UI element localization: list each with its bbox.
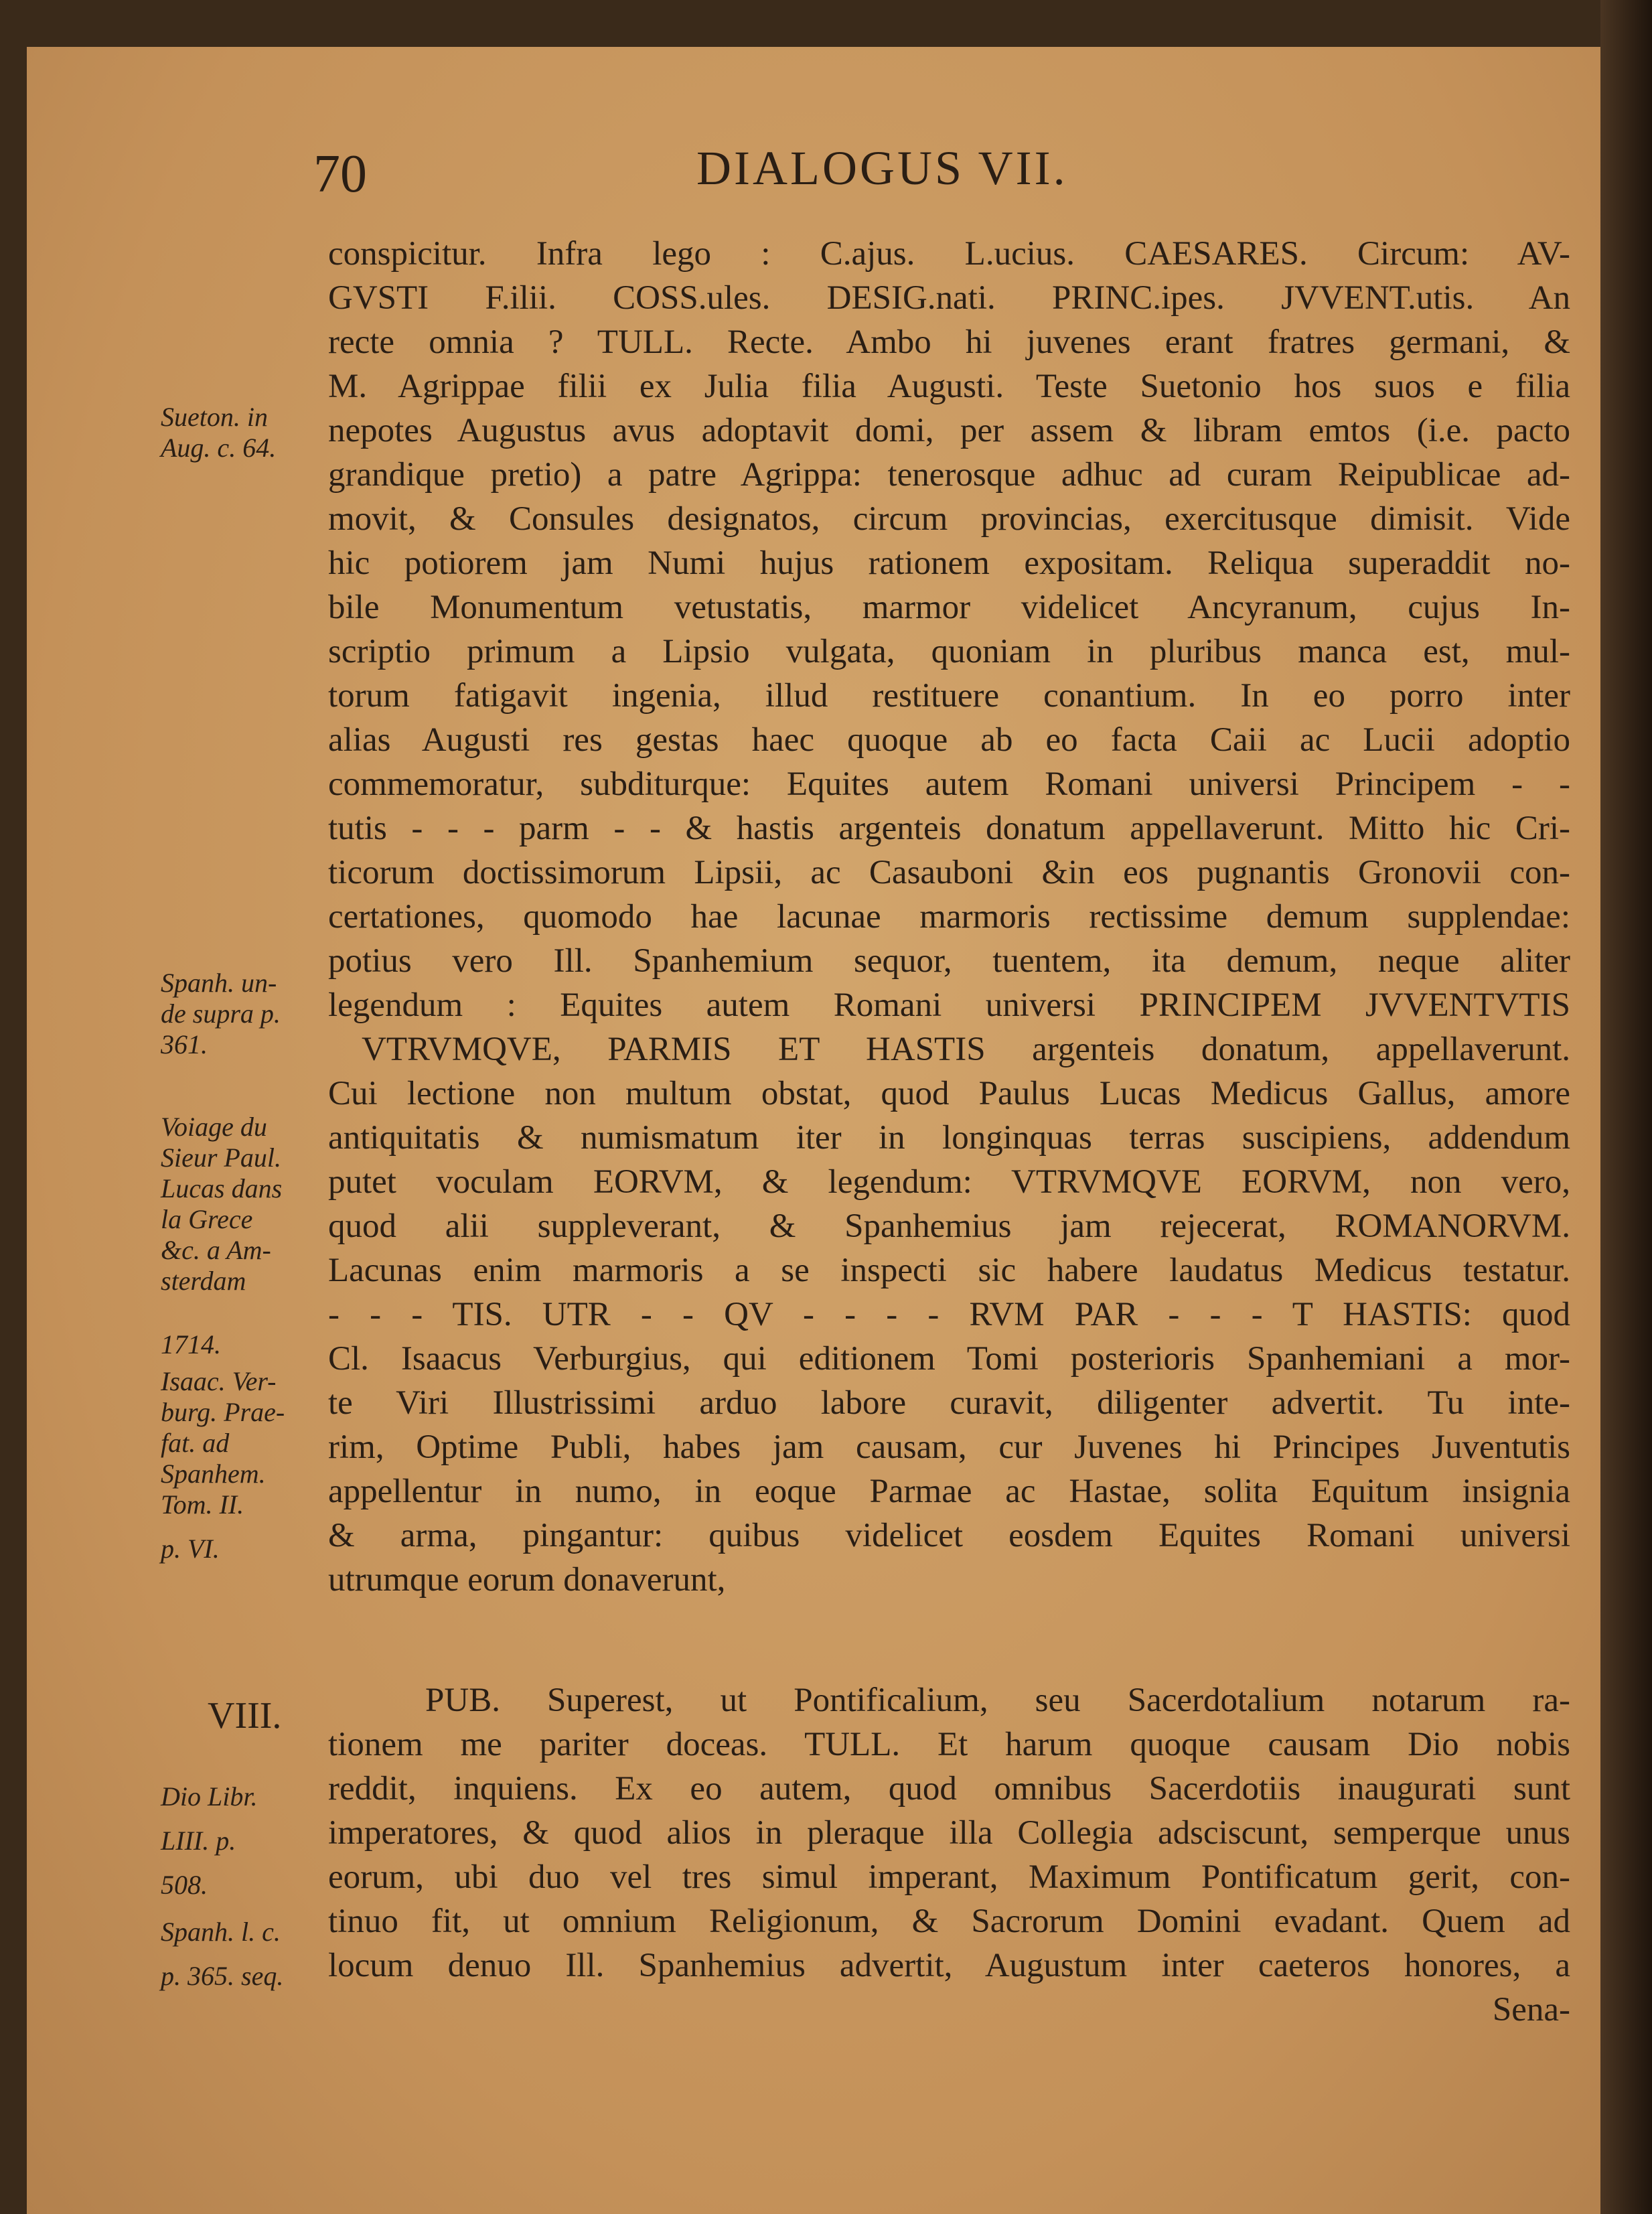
catchword: Sena- [1492, 1991, 1570, 2028]
text-line: tutis - - - parm - - & hastis argenteis donatum appellaverunt. Mitto hic Cri- [328, 810, 1570, 847]
text-line: alias Augusti res gestas haec quoque ab eo facta Caii ac Lucii adoptio [328, 721, 1570, 759]
margin-note: p. VI. [161, 1534, 220, 1564]
margin-note: burg. Prae- [161, 1397, 285, 1427]
margin-note: 361. [161, 1029, 208, 1059]
text-line: Lacunas enim marmoris a se inspecti sic habere laudatus Medicus testatur. [328, 1252, 1570, 1289]
section-viii-line: tinuo fit, ut omnium Religionum, & Sacrorum Domini evadant. Quem ad [328, 1903, 1570, 1940]
text-line: scriptio primum a Lipsio vulgata, quoniam in pluribus manca est, mul- [328, 633, 1570, 670]
text-line: putet voculam EORVM, & legendum: VTRVMQVE EORVM, non vero, [328, 1163, 1570, 1201]
text-line: grandique pretio) a patre Agrippa: tenerosque adhuc ad curam Reipublicae ad- [328, 456, 1570, 494]
margin-note: Spanhem. [161, 1459, 266, 1489]
text-line: M. Agrippae filii ex Julia filia Augusti. Teste Suetonio hos suos e filia [328, 368, 1570, 405]
margin-note: &c. a Am- [161, 1235, 271, 1265]
section-viii-line: locum denuo Ill. Spanhemius advertit, Augustum inter caeteros honores, a [328, 1947, 1570, 1984]
text-line: Cl. Isaacus Verburgius, qui editionem Tomi posterioris Spanhemiani a mor- [328, 1340, 1570, 1378]
text-line: antiquitatis & numismatum iter in longinquas terras suscipiens, addendum [328, 1119, 1570, 1157]
margin-note: LIII. p. [161, 1826, 236, 1856]
margin-note: Sueton. in [161, 402, 268, 432]
text-line: certationes, quomodo hae lacunae marmoris rectissime demum supplendae: [328, 898, 1570, 936]
text-line: - - - TIS. UTR - - QV - - - - RVM PAR - - - T HASTIS: quod [328, 1296, 1570, 1333]
text-line: hic potiorem jam Numi hujus rationem expositam. Reliqua superaddit no- [328, 544, 1570, 582]
margin-note: Sieur Paul. [161, 1142, 281, 1173]
text-line: bile Monumentum vetustatis, marmor videlicet Ancyranum, cujus In- [328, 589, 1570, 626]
margin-note: Spanh. un- [161, 968, 277, 998]
text-line: VTRVMQVE, PARMIS ET HASTIS argenteis donatum, appellaverunt. [362, 1031, 1570, 1068]
margin-note: la Grece [161, 1204, 253, 1234]
text-line: GVSTI F.ilii. COSS.ules. DESIG.nati. PRINC.ipes. JVVENT.utis. An [328, 279, 1570, 317]
text-line: te Viri Illustrissimi arduo labore curavit, diligenter advertit. Tu inte- [328, 1384, 1570, 1422]
margin-note: 1714. [161, 1329, 221, 1359]
text-line: conspicitur. Infra lego : C.ajus. L.ucius. CAESARES. Circum: AV- [328, 235, 1570, 273]
margin-note: Dio Libr. [161, 1781, 258, 1812]
text-line: ticorum doctissimorum Lipsii, ac Casauboni &in eos pugnantis Gronovii con- [328, 854, 1570, 891]
text-line: commemoratur, subditurque: Equites autem Romani universi Principem - - [328, 765, 1570, 803]
text-line: recte omnia ? TULL. Recte. Ambo hi juvenes erant fratres germani, & [328, 323, 1570, 361]
text-line: potius vero Ill. Spanhemium sequor, tuentem, ita demum, neque aliter [328, 942, 1570, 980]
margin-note: Lucas dans [161, 1173, 283, 1203]
section-viii-line: eorum, ubi duo vel tres simul imperant, Maximum Pontificatum gerit, con- [328, 1858, 1570, 1896]
text-line: rim, Optime Publi, habes jam causam, cur Juvenes hi Principes Juventutis [328, 1428, 1570, 1466]
section-viii-line: reddit, inquiens. Ex eo autem, quod omnibus Sacerdotiis inaugurati sunt [328, 1770, 1570, 1807]
section-viii-line: tionem me pariter doceas. TULL. Et harum quoque causam Dio nobis [328, 1726, 1570, 1763]
margin-note: p. 365. seq. [161, 1961, 284, 1991]
margin-note: fat. ad [161, 1428, 230, 1458]
text-line: & arma, pingantur: quibus videlicet eosdem Equites Romani universi [328, 1517, 1570, 1554]
margin-note: sterdam [161, 1266, 246, 1296]
section-viii-line: imperatores, & quod alios in pleraque illa Collegia adsciscunt, semperque unus [328, 1814, 1570, 1852]
margin-note: de supra p. [161, 999, 281, 1029]
book-spine [1600, 0, 1652, 2214]
margin-note: Voiage du [161, 1112, 267, 1142]
margin-note: Spanh. l. c. [161, 1917, 281, 1947]
running-title: DIALOGUS VII. [696, 141, 1068, 195]
margin-note: 508. [161, 1870, 208, 1900]
text-line: torum fatigavit ingenia, illud restituere conantium. In eo porro inter [328, 677, 1570, 715]
margin-note: Isaac. Ver- [161, 1366, 277, 1396]
page-number: 70 [313, 145, 367, 204]
text-line: utrumque eorum donaverunt, [328, 1561, 726, 1599]
text-line: legendum : Equites autem Romani universi PRINCIPEM JVVENTVTIS [328, 986, 1570, 1024]
text-line: appellentur in numo, in eoque Parmae ac Hastae, solita Equitum insignia [328, 1473, 1570, 1510]
section-viii-line: PUB. Superest, ut Pontificalium, seu Sacerdotalium notarum ra- [425, 1682, 1570, 1719]
margin-note: Aug. c. 64. [161, 433, 277, 463]
text-line: nepotes Augustus avus adoptavit domi, per assem & libram emtos (i.e. pacto [328, 412, 1570, 449]
text-line: Cui lectione non multum obstat, quod Paulus Lucas Medicus Gallus, amore [328, 1075, 1570, 1112]
section-number: VIII. [208, 1695, 282, 1737]
text-line: quod alii suppleverant, & Spanhemius jam rejecerat, ROMANORVM. [328, 1207, 1570, 1245]
text-line: movit, & Consules designatos, circum provincias, exercitusque dimisit. Vide [328, 500, 1570, 538]
margin-note: Tom. II. [161, 1489, 244, 1520]
